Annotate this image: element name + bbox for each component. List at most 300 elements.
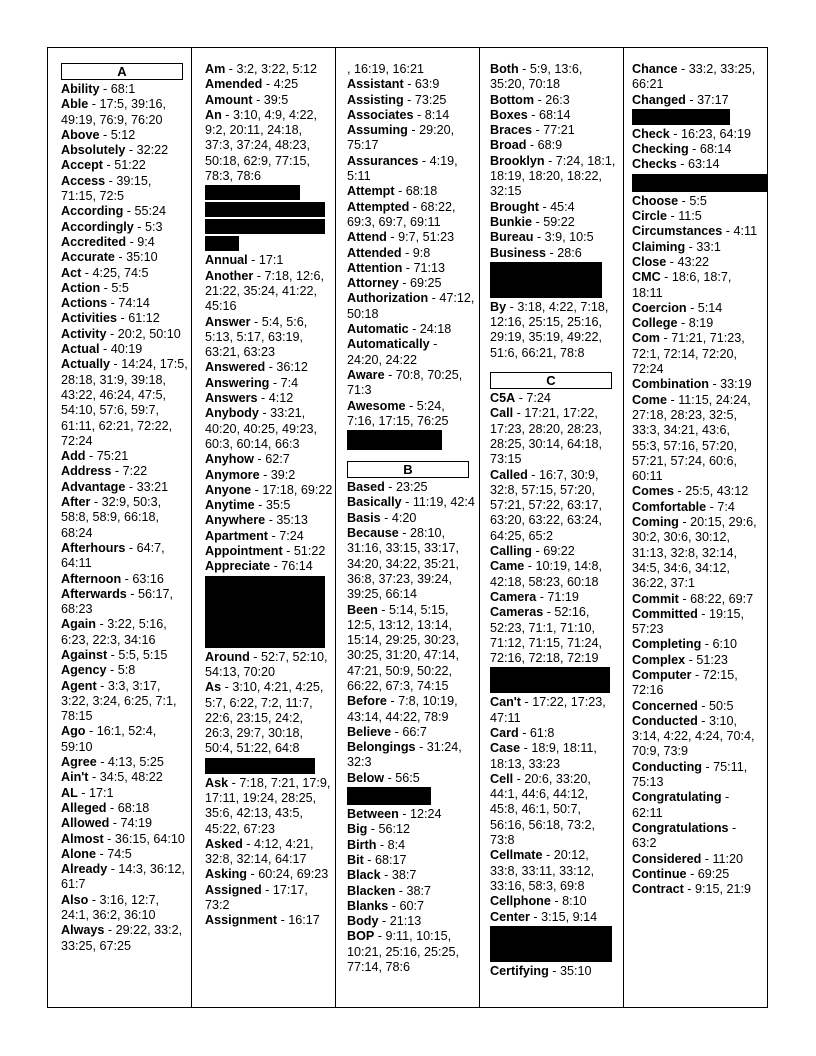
index-term: Belongings — [347, 740, 416, 755]
index-term: Calling — [490, 544, 532, 559]
index-entry: Authorization - 47:12, 50:18 — [347, 291, 475, 321]
index-entry: Card - 61:8 — [490, 725, 555, 740]
index-refs: 4:12, 4:21, 32:8, 32:14, 64:17 — [205, 836, 314, 867]
index-refs: 50:5 — [708, 698, 734, 713]
index-term: Cellphone — [490, 894, 551, 909]
index-entry: CMC - 18:6, 18:7, 18:11 — [632, 270, 732, 300]
index-refs: 4:19, 5:11 — [347, 153, 458, 184]
index-term: Can't — [490, 695, 521, 710]
index-term: Answered — [205, 360, 266, 375]
index-entry: Brought - 45:4 — [490, 199, 575, 214]
index-entry: Accept - 51:22 — [61, 158, 146, 173]
index-entry: Come - 11:15, 24:24, 27:18, 28:23, 32:5, 33:3, 34:21, 43:6, 55:3, 57:16, 57:20, 57:21, 57:24, 60:6, 60:11 — [632, 392, 751, 484]
index-term: Accept — [61, 158, 103, 173]
index-term: Anymore — [205, 467, 260, 482]
index-term: Access — [61, 173, 106, 188]
index-refs: 12:24 — [410, 807, 442, 822]
index-refs: 64:7, 64:11 — [61, 540, 165, 571]
index-term: Aware — [347, 367, 385, 382]
index-entry: Com - 71:21, 71:23, 72:1, 72:14, 72:20, 72:24 — [632, 331, 745, 377]
index-refs: 16:17 — [288, 913, 320, 928]
index-entry: Cellphone - 8:10 — [490, 894, 587, 909]
index-term: Action — [61, 280, 101, 295]
index-term: Alleged — [61, 800, 107, 815]
index-refs: 68:22, 69:7 — [690, 591, 754, 606]
index-entry: Absolutely - 32:22 — [61, 143, 169, 158]
index-entry: After - 32:9, 50:3, 58:8, 58:9, 66:18, 68:24 — [61, 495, 162, 540]
index-term: Blanks — [347, 898, 389, 913]
index-term: Combination — [632, 377, 709, 392]
index-term: Called — [490, 467, 528, 482]
index-refs: 36:15, 64:10 — [114, 831, 185, 846]
redaction-block — [347, 787, 431, 805]
index-entry: Address - 7:22 — [61, 464, 148, 479]
index-term: Above — [61, 127, 100, 142]
index-term: Circumstances — [632, 224, 723, 239]
index-entry: Accredited - 9:4 — [61, 234, 155, 249]
index-refs: 29:20, 75:17 — [347, 123, 455, 153]
index-term: Again — [61, 617, 96, 632]
index-refs: 17:1 — [89, 785, 114, 800]
index-term: Come — [632, 392, 667, 407]
index-entry: Came - 10:19, 14:8, 42:18, 58:23, 60:18 — [490, 559, 603, 589]
index-term: Attempt — [347, 184, 395, 199]
index-refs: 9:8 — [412, 245, 431, 260]
index-refs: 52:16, 52:23, 71:1, 71:10, 71:12, 71:15, 71:24, 72:16, 72:18, 72:19 — [490, 605, 603, 666]
index-refs: 35:13 — [276, 513, 308, 528]
index-refs: 5:4, 5:6, 5:13, 5:17, 63:19, 63:21, 63:23 — [205, 314, 308, 360]
index-refs: 4:12 — [268, 391, 294, 406]
index-refs: 19:15, 57:23 — [632, 606, 744, 637]
index-term: Automatically — [347, 337, 430, 352]
index-term: CMC — [632, 270, 661, 285]
index-refs: 31:24, 32:3 — [347, 740, 462, 770]
index-term: By — [490, 299, 507, 314]
index-refs: 68:1 — [110, 82, 136, 96]
redaction-block — [205, 219, 325, 234]
index-refs: 33:21, 40:20, 40:25, 49:23, 60:3, 60:14, 66:3 — [205, 406, 318, 451]
index-refs: 71:13 — [413, 260, 445, 275]
index-refs: 10:19, 14:8, 42:18, 58:23, 60:18 — [490, 559, 603, 589]
index-entry: By - 3:18, 4:22, 7:18, 12:16, 25:15, 25:16, 29:19, 35:19, 49:22, 51:6, 66:21, 78:8 — [490, 299, 609, 360]
index-refs: 18:9, 18:11, 18:13, 33:23 — [490, 741, 597, 771]
index-term: Conducting — [632, 759, 702, 774]
index-entry: Braces - 77:21 — [490, 123, 575, 138]
index-term: Computer — [632, 667, 692, 682]
index-entry: Committed - 19:15, 57:23 — [632, 606, 744, 637]
index-refs: 60:24, 69:23 — [258, 867, 329, 882]
index-term: Believe — [347, 724, 392, 739]
index-refs: 39:15, 71:15, 72:5 — [61, 173, 152, 204]
index-entry: Answers - 4:12 — [205, 391, 294, 406]
index-entry: Cell - 20:6, 33:20, 44:1, 44:6, 44:12, 45:8, 46:1, 50:7, 56:16, 56:18, 73:2, 73:8 — [490, 771, 596, 848]
index-entry: Afterhours - 64:7, 64:11 — [61, 540, 165, 571]
index-term: Annual — [205, 253, 248, 268]
index-entry: Act - 4:25, 74:5 — [61, 265, 149, 280]
index-term: Anybody — [205, 406, 259, 421]
index-entry: Based - 23:25 — [347, 480, 428, 495]
index-refs: 11:19, 42:4 — [412, 495, 475, 510]
index-refs: 28:6 — [557, 245, 582, 260]
index-term: Black — [347, 868, 381, 883]
index-entry: Chance - 33:2, 33:25, 66:21 — [632, 62, 756, 92]
index-refs: 11:15, 24:24, 27:18, 28:23, 32:5, 33:3, 34:21, 43:6, 55:3, 57:16, 57:20, 57:21, 57:24, 60:6, 60:11 — [632, 392, 751, 484]
index-term: Commit — [632, 591, 679, 606]
index-entry: Coercion - 5:14 — [632, 300, 723, 315]
index-term: Bottom — [490, 92, 535, 107]
index-refs: 18:6, 18:7, 18:11 — [632, 270, 732, 300]
index-entry: Appreciate - 76:14 — [205, 559, 313, 574]
index-refs: 56:5 — [395, 770, 420, 785]
index-refs: 33:19 — [720, 377, 752, 392]
index-term: Attorney — [347, 276, 399, 291]
index-refs: 3:10, 4:9, 4:22, 9:2, 20:11, 24:18, 37:3, 37:24, 48:23, 50:18, 62:9, 77:15, 78:3, 78:6 — [205, 107, 318, 184]
index-term: Another — [205, 268, 254, 283]
index-term: Address — [61, 464, 112, 479]
index-term: College — [632, 316, 678, 331]
index-column — [632, 62, 760, 897]
index-refs: 33:2, 33:25, 66:21 — [632, 62, 756, 92]
index-entry: Agent - 3:3, 3:17, 3:22, 3:24, 6:25, 7:1, 78:15 — [61, 678, 177, 724]
index-entry: Also - 3:16, 12:7, 24:1, 36:2, 36:10 — [61, 892, 160, 923]
index-term: Answer — [205, 314, 251, 329]
index-term: Attended — [347, 245, 402, 260]
index-entry: C5A - 7:24 — [490, 391, 551, 406]
index-entry: Action - 5:5 — [61, 280, 129, 295]
index-refs: 4:20 — [391, 510, 417, 525]
index-term: Congratulating — [632, 790, 722, 805]
index-entry: Always - 29:22, 33:2, 33:25, 67:25 — [61, 923, 183, 953]
index-refs: 68:22, 69:3, 69:7, 69:11 — [347, 199, 456, 229]
index-entry: Afterwards - 56:17, 68:23 — [61, 586, 174, 617]
index-term: Activities — [61, 311, 117, 326]
index-entry: Basis - 4:20 — [347, 510, 417, 525]
index-term: Cell — [490, 771, 514, 786]
index-refs: 3:18, 4:22, 7:18, 12:16, 25:15, 25:16, 29:19, 35:19, 49:22, 51:6, 66:21, 78:8 — [490, 299, 609, 360]
index-entry: Accurate - 35:10 — [61, 250, 158, 265]
index-refs: 63:9 — [414, 77, 440, 92]
index-entry: Between - 12:24 — [347, 807, 442, 822]
index-term: Actually — [61, 357, 110, 372]
index-term: After — [61, 495, 91, 510]
index-entry: Ask - 7:18, 7:21, 17:9, 17:11, 19:24, 28:25, 35:6, 42:13, 43:5, 45:22, 67:23 — [205, 775, 331, 836]
index-entry: Alleged - 68:18 — [61, 800, 150, 815]
index-refs: 74:19 — [120, 816, 152, 831]
index-entry: Contract - 9:15, 21:9 — [632, 882, 752, 897]
index-entry: Attention - 71:13 — [347, 260, 445, 275]
index-term: Almost — [61, 831, 104, 846]
index-refs: 56:12 — [378, 822, 411, 837]
index-column — [205, 62, 333, 929]
index-refs: 5:8 — [117, 663, 136, 678]
index-entry: Before - 7:8, 10:19, 43:14, 44:22, 78:9 — [347, 694, 458, 724]
index-entry: Checking - 68:14 — [632, 142, 732, 157]
index-refs: 74:5 — [107, 846, 132, 861]
index-term: Bit — [347, 852, 364, 867]
index-refs: 26:3 — [545, 92, 570, 107]
index-entry: Concerned - 50:5 — [632, 698, 734, 713]
index-entry: Anybody - 33:21, 40:20, 40:25, 49:23, 60:3, 60:14, 66:3 — [205, 406, 318, 451]
index-refs: 35:5 — [265, 498, 291, 513]
index-refs: 3:16, 12:7, 24:1, 36:2, 36:10 — [61, 892, 160, 923]
index-term: Contract — [632, 882, 684, 897]
index-term: Card — [490, 725, 519, 740]
index-term: Body — [347, 914, 379, 929]
index-entry: Annual - 17:1 — [205, 253, 284, 268]
index-refs: 69:22 — [543, 544, 575, 559]
index-refs: 36:12 — [276, 360, 308, 375]
index-term: Ability — [61, 82, 100, 96]
index-refs: 55:24 — [134, 204, 166, 219]
index-refs: 25:5, 43:12 — [685, 484, 749, 499]
index-entry: Both - 5:9, 13:6, 35:20, 70:18 — [490, 62, 583, 92]
index-term: Act — [61, 265, 82, 280]
index-entry: Can't - 17:22, 17:23, 47:11 — [490, 695, 606, 725]
index-refs: 17:22, 17:23, 47:11 — [490, 695, 606, 725]
index-entry: Anyhow - 62:7 — [205, 452, 290, 467]
index-term: Ask — [205, 775, 229, 790]
index-term: According — [61, 204, 124, 219]
index-entry: Completing - 6:10 — [632, 637, 737, 652]
redaction-block — [205, 576, 325, 648]
index-term: Both — [490, 62, 519, 76]
index-refs: 7:24 — [526, 391, 551, 406]
index-refs: 14:24, 17:5, 28:18, 31:9, 39:18, 43:22, 46:24, 47:5, 54:10, 57:6, 59:7, 61:11, 62:21, 72:22, 72:24 — [61, 357, 188, 448]
index-refs: 7:22 — [122, 464, 148, 479]
index-term: Cameras — [490, 605, 544, 620]
index-refs: 38:7 — [391, 868, 417, 883]
index-entry: Amount - 39:5 — [205, 92, 289, 107]
index-term: Concerned — [632, 698, 698, 713]
index-entry: Coming - 20:15, 29:6, 30:2, 30:6, 30:12, 31:13, 32:8, 32:14, 34:5, 34:6, 34:12, 36:22, 37:1 — [632, 515, 757, 591]
index-term: Below — [347, 770, 385, 785]
index-entry: Answering - 7:4 — [205, 375, 299, 390]
index-term: Asking — [205, 867, 247, 882]
index-term: C5A — [490, 391, 516, 406]
index-entry: Attended - 9:8 — [347, 245, 431, 260]
index-entry: Calling - 69:22 — [490, 544, 575, 559]
redaction-block — [632, 174, 768, 192]
index-term: Broad — [490, 138, 527, 153]
index-refs: 21:13 — [389, 914, 422, 929]
index-refs: 62:7 — [265, 452, 290, 467]
index-term: Automatic — [347, 322, 409, 337]
index-entry: Claiming - 33:1 — [632, 239, 721, 254]
index-refs: 51:23 — [696, 652, 728, 667]
index-refs: 73:25 — [414, 92, 447, 107]
index-entry: Answer - 5:4, 5:6, 5:13, 5:17, 63:19, 63:21, 63:23 — [205, 314, 308, 360]
redaction-block — [632, 109, 730, 125]
index-refs: 72:15, 72:16 — [632, 667, 738, 698]
redaction-block — [205, 236, 239, 251]
index-refs: 7:24 — [279, 528, 304, 543]
index-refs: 8:4 — [387, 837, 406, 852]
index-column — [347, 62, 475, 975]
index-term: As — [205, 680, 222, 695]
index-entry: Anywhere - 35:13 — [205, 513, 308, 528]
index-term: Always — [61, 923, 105, 938]
index-term: Assurances — [347, 153, 419, 168]
index-entry: Activity - 20:2, 50:10 — [61, 326, 181, 341]
index-refs: 16:1, 52:4, 59:10 — [61, 724, 157, 754]
index-refs: 3:2, 3:22, 5:12 — [236, 62, 318, 76]
index-term: Brought — [490, 199, 539, 214]
index-entry: Attempted - 68:22, 69:3, 69:7, 69:11 — [347, 199, 456, 229]
index-refs: 7:24, 18:1, 18:19, 18:20, 18:22, 32:15 — [490, 153, 616, 199]
index-refs: 24:20, 24:22 — [347, 352, 418, 367]
index-refs: 7:8, 10:19, 43:14, 44:22, 78:9 — [347, 694, 458, 724]
index-entry: Anytime - 35:5 — [205, 498, 291, 513]
index-refs: 3:9, 10:5 — [544, 230, 594, 245]
index-refs: 5:14, 5:15, 12:5, 13:12, 13:14, 15:14, 29:25, 30:23, 30:25, 31:20, 47:14, 47:21, 50:9, 50:22, 66:22, 67:3, 74:15 — [347, 602, 460, 693]
index-term: Check — [632, 126, 670, 141]
index-refs: 6:10 — [712, 637, 737, 652]
index-refs: 5:14 — [697, 300, 723, 315]
redaction-block — [490, 926, 612, 962]
index-refs: 77:21 — [543, 123, 575, 138]
index-entry: Brooklyn - 7:24, 18:1, 18:19, 18:20, 18:22, 32:15 — [490, 153, 616, 199]
index-refs: 5:5 — [689, 193, 707, 208]
column-divider — [623, 47, 624, 1008]
index-entry: Ain't - 34:5, 48:22 — [61, 770, 163, 785]
index-entry: Assignment - 16:17 — [205, 913, 320, 928]
index-entry: Comfortable - 7:4 — [632, 499, 735, 514]
index-term: Business — [490, 245, 546, 260]
index-term: Assistant — [347, 77, 404, 92]
index-term: Answers — [205, 391, 258, 406]
index-entry: Comes - 25:5, 43:12 — [632, 484, 749, 499]
index-refs: 68:9 — [537, 138, 563, 153]
index-term: Assuming — [347, 123, 408, 138]
index-refs: 51:22 — [293, 544, 326, 559]
index-term: Birth — [347, 837, 377, 852]
index-term: Authorization — [347, 291, 429, 306]
index-refs: 75:11, 75:13 — [632, 759, 748, 790]
index-entry: Again - 3:22, 5:16, 6:23, 22:3, 34:16 — [61, 617, 167, 647]
index-term: Bunkie — [490, 214, 532, 229]
index-refs: 69:25 — [697, 866, 730, 881]
index-term: Actual — [61, 342, 100, 357]
index-term: Alone — [61, 846, 96, 861]
index-refs: 45:4 — [550, 199, 575, 214]
index-entry: Attorney - 69:25 — [347, 276, 442, 291]
index-term: Against — [61, 647, 108, 662]
index-refs: 9:7, 51:23 — [398, 230, 455, 245]
index-refs: 3:22, 5:16, 6:23, 22:3, 34:16 — [61, 617, 167, 647]
index-entry: Cellmate - 20:12, 33:8, 33:11, 33:12, 33:16, 58:3, 69:8 — [490, 848, 595, 893]
index-term: Center — [490, 909, 530, 924]
index-term: Close — [632, 254, 667, 269]
index-term: Afternoon — [61, 571, 122, 586]
spacer — [490, 361, 618, 371]
index-refs: 11:20 — [712, 851, 744, 866]
index-refs: 35:10 — [559, 963, 592, 978]
index-term: Based — [347, 480, 385, 495]
index-refs: 37:17 — [697, 92, 729, 107]
index-refs: 17:5, 39:16, 49:19, 76:9, 76:20 — [61, 97, 167, 127]
index-refs: 3:3, 3:17, 3:22, 3:24, 6:25, 7:1, 78:15 — [61, 678, 177, 724]
index-entry: Choose - 5:5 — [632, 193, 707, 208]
index-entry: Assistant - 63:9 — [347, 77, 440, 92]
index-refs: 8:10 — [562, 894, 587, 909]
index-term: Absolutely — [61, 143, 126, 158]
index-entry: Actually - 14:24, 17:5, 28:18, 31:9, 39:18, 43:22, 46:24, 47:5, 54:10, 57:6, 59:7, 61:11, 62:21, 72:22, 72:24 — [61, 357, 188, 448]
index-refs: 51:22 — [114, 158, 146, 173]
index-refs: 4:25, 74:5 — [92, 265, 149, 280]
index-term: Basis — [347, 510, 381, 525]
index-entry: According - 55:24 — [61, 204, 166, 219]
index-entry: Attempt - 68:18 — [347, 184, 438, 199]
index-entry: Continue - 69:25 — [632, 866, 730, 881]
index-term: Agent — [61, 678, 97, 693]
index-refs: 24:18 — [419, 322, 452, 337]
index-entry: Advantage - 33:21 — [61, 479, 169, 494]
index-entry: Blanks - 60:7 — [347, 898, 425, 913]
index-term: Choose — [632, 193, 679, 208]
index-entry: Ago - 16:1, 52:4, 59:10 — [61, 724, 157, 754]
index-refs: 74:14 — [118, 296, 150, 311]
index-term: Certifying — [490, 963, 549, 978]
index-entry: Automatically - 24:20, 24:22 — [347, 337, 438, 367]
index-refs: 75:21 — [96, 449, 129, 464]
index-entry: Because - 28:10, 31:16, 33:15, 33:17, 34:20, 34:22, 35:21, 36:8, 37:23, 39:24, 39:25, 66:14 — [347, 526, 460, 602]
index-entry: Asking - 60:24, 69:23 — [205, 867, 329, 882]
index-term: Add — [61, 449, 86, 464]
index-entry: An - 3:10, 4:9, 4:22, 9:2, 20:11, 24:18, 37:3, 37:24, 48:23, 50:18, 62:9, 77:15, 78:3, 78:6 — [205, 107, 318, 184]
index-refs: 3:10, 4:21, 4:25, 5:7, 6:22, 7:2, 11:7, 22:6, 23:15, 24:2, 26:3, 29:7, 30:18, 50:4, 51:22, 64:8 — [205, 680, 324, 756]
section-letter-header: A — [61, 63, 183, 80]
index-entry: Able - 17:5, 39:16, 49:19, 76:9, 76:20 — [61, 97, 167, 127]
section-letter-header: B — [347, 461, 469, 478]
index-refs: 69:25 — [409, 276, 442, 291]
index-term: Anyhow — [205, 452, 254, 467]
index-entry: Conducting - 75:11, 75:13 — [632, 759, 748, 790]
index-term: Anyone — [205, 482, 252, 497]
index-entry: Asked - 4:12, 4:21, 32:8, 32:14, 64:17 — [205, 836, 314, 867]
index-refs: 33:21 — [136, 479, 169, 494]
index-entry: As - 3:10, 4:21, 4:25, 5:7, 6:22, 7:2, 11:7, 22:6, 23:15, 24:2, 26:3, 29:7, 30:18, 50:4, 51:22, 64:8 — [205, 680, 324, 756]
index-entry: Around - 52:7, 52:10, 54:13, 70:20 — [205, 649, 328, 679]
index-term: Chance — [632, 62, 678, 76]
index-entry: Close - 43:22 — [632, 254, 710, 269]
column-divider — [191, 47, 192, 1008]
index-entry: Assuming - 29:20, 75:17 — [347, 123, 455, 153]
index-entry: Certifying - 35:10 — [490, 963, 592, 978]
index-entry: Birth - 8:4 — [347, 837, 406, 852]
index-refs: 28:10, 31:16, 33:15, 33:17, 34:20, 34:22, 35:21, 36:8, 37:23, 39:24, 39:25, 66:14 — [347, 526, 460, 602]
index-term: Appointment — [205, 544, 283, 559]
index-entry: Called - 16:7, 30:9, 32:8, 57:15, 57:20, 57:21, 57:22, 63:17, 63:20, 63:22, 63:24, 64:25, 65:2 — [490, 467, 603, 543]
index-term: Associates — [347, 107, 414, 122]
index-entry: Belongings - 31:24, 32:3 — [347, 740, 462, 770]
index-refs: 32:22 — [136, 143, 169, 158]
index-refs: 9:11, 10:15, 10:21, 25:16, 25:25, 77:14, 78:6 — [347, 929, 460, 975]
section-letter-header: C — [490, 372, 612, 389]
index-refs: 52:7, 52:10, 54:13, 70:20 — [205, 649, 328, 679]
index-refs: 17:1 — [258, 253, 284, 268]
index-entry: Automatic - 24:18 — [347, 322, 452, 337]
index-refs: 29:22, 33:2, 33:25, 67:25 — [61, 923, 183, 953]
index-term: Because — [347, 526, 399, 541]
index-term: Attempted — [347, 199, 410, 214]
index-refs: 60:7 — [399, 898, 425, 913]
index-term: Awesome — [347, 398, 406, 413]
index-refs: 66:7 — [402, 724, 427, 739]
index-refs: 5:9, 13:6, 35:20, 70:18 — [490, 62, 583, 92]
index-entry: Actual - 40:19 — [61, 342, 143, 357]
index-entry: Against - 5:5, 5:15 — [61, 647, 168, 662]
index-term: Com — [632, 331, 660, 346]
